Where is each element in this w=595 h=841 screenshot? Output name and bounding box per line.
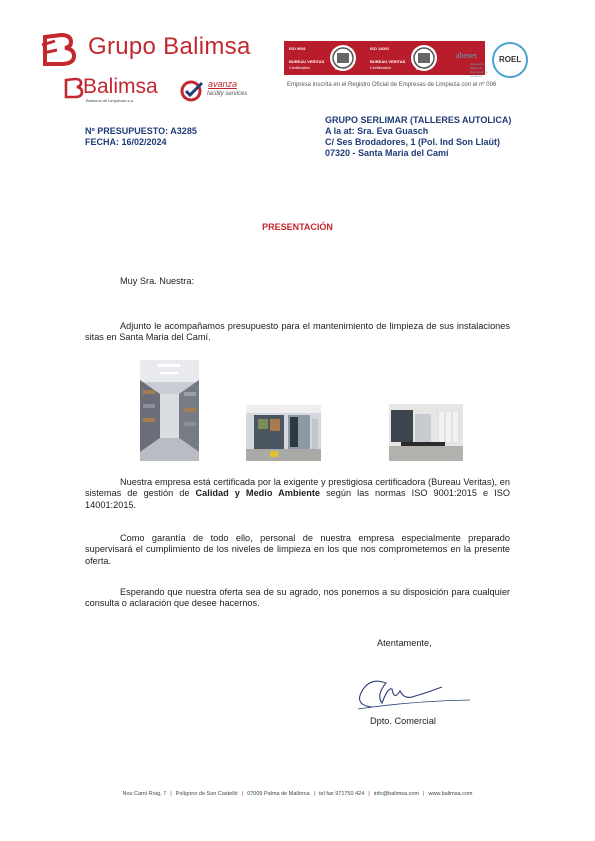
certification-text-end: según las normas ISO 9001:2015 e ISO 14001:2015.: [85, 488, 510, 510]
footer-website-link[interactable]: www.balimsa.com: [428, 791, 473, 797]
footer-phone: tel fax 971750 424: [319, 791, 365, 797]
company-name: Balimsa: [83, 75, 158, 98]
partner-name: avanza: [208, 79, 238, 89]
recipient-block: [325, 115, 511, 159]
photo-office-glass: [246, 405, 321, 461]
bureau-veritas-seal-icon: [407, 43, 441, 75]
footer-separator: |: [170, 791, 172, 797]
balimsa-logo-icon: [63, 77, 85, 104]
signer-department: Dpto. Comercial: [370, 716, 436, 726]
cert-year: 1828: [335, 67, 342, 71]
footer: [0, 791, 595, 797]
cert-body: BUREAU VERITAS: [370, 59, 406, 64]
grupo-balimsa-logo-icon: [41, 33, 81, 72]
paragraph-closing: [85, 587, 510, 610]
registry-note: Empresa inscrita en el Registro Oficial de Empresas de Limpieza con el nº 006: [287, 82, 497, 88]
footer-address: Nou Camí Roig, 7: [122, 791, 167, 797]
footer-separator: |: [368, 791, 370, 797]
partner-tagline: facility services: [207, 91, 248, 97]
footer-separator: |: [313, 791, 315, 797]
greeting: Muy Sra. Nuestra:: [120, 276, 195, 286]
avanza-logo-icon: [180, 80, 206, 107]
recipient-company: GRUPO SERLIMAR (TALLERES AUTOLICA): [325, 115, 512, 125]
cert-body: BUREAU VERITAS: [289, 59, 325, 64]
footer-estate: Polígono de Son Castelló: [175, 791, 238, 797]
footer-city: 07009 Palma de Mallorca: [247, 791, 310, 797]
photo-locker-room: [389, 404, 463, 461]
quote-date: FECHA: 16/02/2024: [85, 137, 167, 147]
company-tagline: Balseros de Limpiezas s.a.: [86, 98, 134, 103]
photo-warehouse-aisle: [140, 360, 199, 461]
signature-image: [352, 667, 472, 718]
paragraph-certification-text: [85, 477, 510, 511]
recipient-city: 07320 - Santa Maria del Camí: [325, 148, 449, 158]
footer-separator: |: [423, 791, 425, 797]
bureau-veritas-seal-icon: [326, 43, 360, 75]
group-name: Grupo Balimsa: [88, 33, 251, 60]
certification-highlight: Calidad y Medio Ambiente: [195, 488, 321, 499]
paragraph-intro-text: Adjunto le acompañamos presupuesto para el mantenimiento de limpieza de sus instalaciones sitas en Santa Maria del Camí.: [85, 321, 510, 343]
closing-salutation: Atentamente,: [377, 638, 432, 648]
paragraph-closing-text: Esperando que nuestra oferta sea de su agrado, nos ponemos a su disposición para cualquier consulta o aclaración que desee hacernos.: [85, 587, 510, 609]
quote-reference: [85, 126, 197, 148]
cert-standard: ISO 14001: [370, 46, 390, 51]
footer-email-link[interactable]: info@balimsa.com: [373, 791, 420, 797]
cert-label: Certification: [370, 65, 392, 70]
roel-logo-text: ROEL: [499, 55, 522, 64]
cert-standard: ISO 9001: [289, 46, 306, 51]
certification-text-start: Nuestra empresa está certificada por la exigente y prestigiosa certificadora (Bureau Veritas), en sistemas de gestión de: [85, 477, 510, 499]
paragraph-certification: [85, 477, 510, 511]
letter-title: PRESENTACIÓN: [262, 222, 333, 232]
abenet-tagline: Asociación Balear de Empresas de Limpieza: [470, 62, 488, 78]
abenet-logo: abenet: [456, 51, 477, 60]
paragraph-intro: [85, 321, 510, 344]
recipient-address: C/ Ses Brodadores, 1 (Pol. Ind Son Llaüt): [325, 137, 501, 147]
paragraph-guarantee-text: Como garantía de todo ello, personal de nuestra empresa especialmente preparado supervisará el cumplimiento de los niveles de limpieza en los que nos comprometemos en la presente oferta.: [85, 533, 510, 566]
cert-label: Certification: [289, 65, 311, 70]
recipient-attention: A la at: Sra. Eva Guasch: [325, 126, 429, 136]
paragraph-guarantee: [85, 533, 510, 567]
cert-year: 1828: [416, 67, 423, 71]
footer-separator: |: [241, 791, 244, 797]
quote-number: Nº PRESUPUESTO: A3285: [85, 126, 197, 136]
